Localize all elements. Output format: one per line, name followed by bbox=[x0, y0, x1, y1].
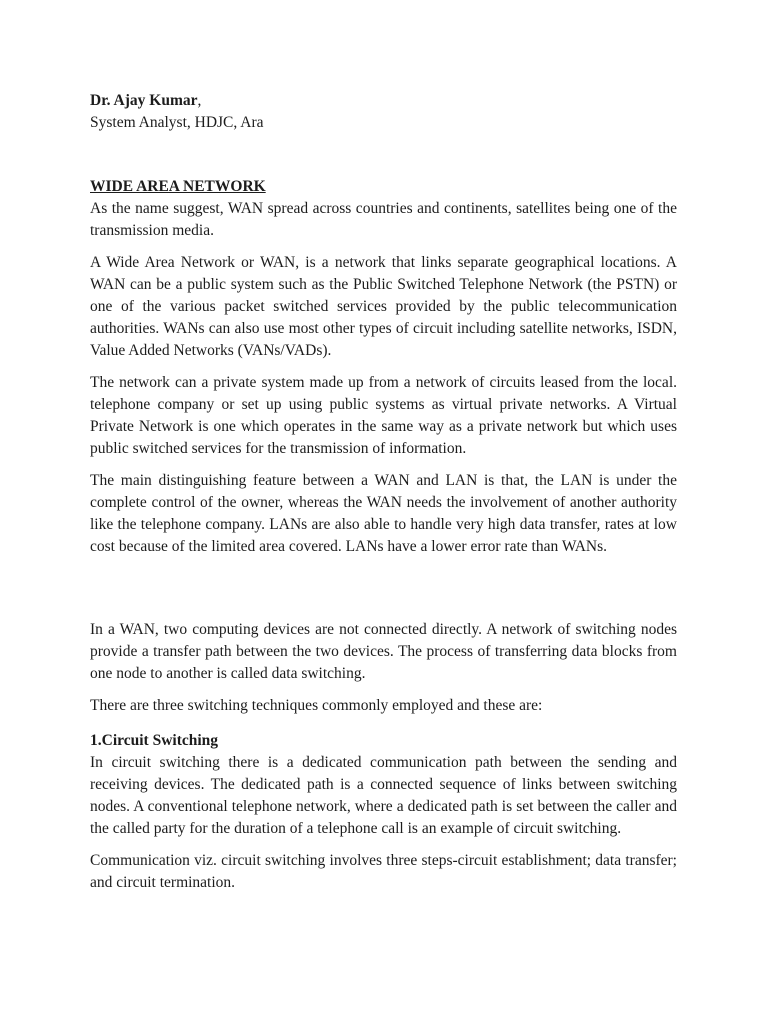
paragraph-private-system: The network can a private system made up from a network of circuits leased from the local. telephone company or set up using public systems as virtual private networks. A Virtual Private Network is one which operates in the same way as a private network but which uses public switched services for the transmission of information. bbox=[90, 374, 677, 457]
author-block bbox=[90, 90, 677, 134]
subsection-heading-circuit-switching: 1.Circuit Switching bbox=[90, 732, 219, 749]
paragraph-three-techniques: There are three switching techniques commonly employed and these are: bbox=[90, 697, 543, 714]
paragraph-communication-steps: Communication viz. circuit switching involves three steps-circuit establishment; data transfer; and circuit termination. bbox=[90, 852, 677, 891]
author-role: System Analyst, HDJC, Ara bbox=[90, 114, 264, 131]
paragraph-intro: As the name suggest, WAN spread across countries and continents, satellites being one of the transmission media. bbox=[90, 200, 677, 239]
author-name: Dr. Ajay Kumar bbox=[90, 92, 198, 109]
section-heading-wide-area-network: WIDE AREA NETWORK bbox=[90, 178, 266, 195]
author-name-suffix: , bbox=[197, 92, 202, 109]
paragraph-circuit-switching: In circuit switching there is a dedicated communication path between the sending and receiving devices. The dedicated path is a connected sequence of links between switching nodes. A conventional telephone network, where a dedicated path is set between the caller and the called party for the duration of a telephone call is an example of circuit switching. bbox=[90, 754, 677, 837]
paragraph-switching-nodes: In a WAN, two computing devices are not connected directly. A network of switching nodes provide a transfer path between the two devices. The process of transferring data blocks from one node to another is called data switching. bbox=[90, 621, 677, 682]
paragraph-wan-vs-lan: The main distinguishing feature between a WAN and LAN is that, the LAN is under the complete control of the owner, whereas the WAN needs the involvement of another authority like the telephone company. LANs are also able to handle very high data transfer, rates at low cost because of the limited area covered. LANs have a lower error rate than WANs. bbox=[90, 472, 677, 555]
author-name-line bbox=[90, 90, 677, 112]
paragraph-wan-definition: A Wide Area Network or WAN, is a network that links separate geographical locations. A WAN can be a public system such as the Public Switched Telephone Network (the PSTN) or one of the various packet switched services provided by the public telecommunication authorities. WANs can also use most other types of circuit including satellite networks, ISDN, Value Added Networks (VANs/VADs). bbox=[90, 254, 677, 359]
